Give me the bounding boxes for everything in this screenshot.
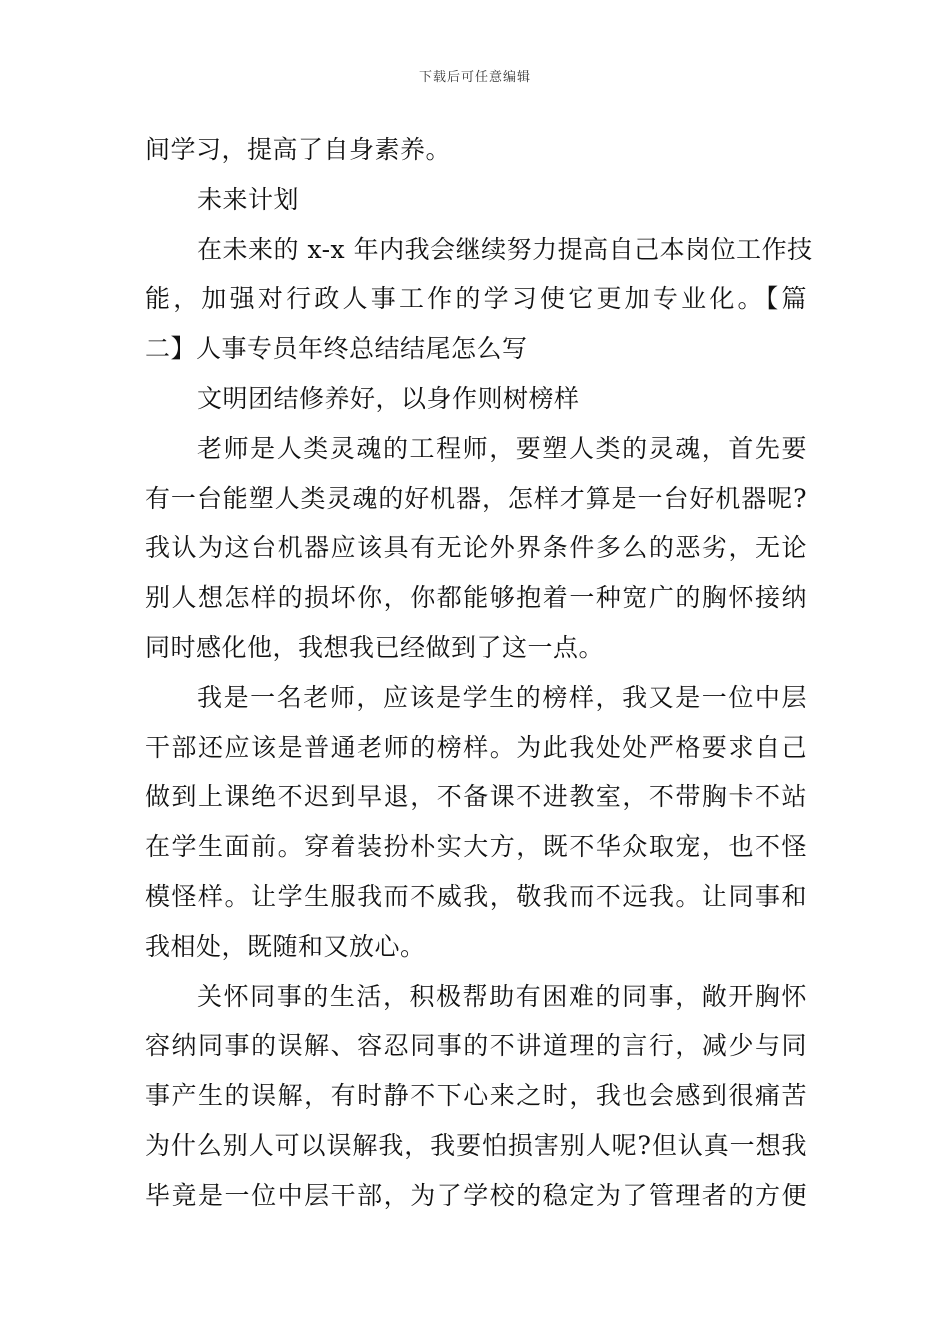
text-line: 我是一名老师，应该是学生的榜样，我又是一位中层 <box>197 682 807 712</box>
section-heading: 文明团结修养好，以身作则树榜样 <box>197 383 580 413</box>
article-title: 二】人事专员年终总结结尾怎么写 <box>145 334 528 364</box>
text-line: 我相处，既随和又放心。 <box>145 931 426 961</box>
text-line: 间学习，提高了自身素养。 <box>145 135 452 164</box>
text-line: 关怀同事的生活，积极帮助有困难的同事，敞开胸怀 <box>197 981 807 1011</box>
text-line: 模怪样。让学生服我而不威我，敬我而不远我。让同事和 <box>145 881 807 911</box>
page-header-note: 下载后可任意编辑 <box>418 70 531 85</box>
document-body <box>145 125 813 1221</box>
text-line: 做到上课绝不迟到早退，不备课不进教室，不带胸卡不站 <box>145 782 807 812</box>
text-line: 同时感化他，我想我已经做到了这一点。 <box>145 632 605 662</box>
text-line: 能，加强对行政人事工作的学习使它更加专业化。【篇 <box>145 284 807 314</box>
text-line: 别人想怎样的损坏你，你都能够抱着一种宽广的胸怀接纳 <box>145 583 807 613</box>
section-heading: 未来计划 <box>197 184 300 214</box>
text-line: 有一台能塑人类灵魂的好机器，怎样才算是一台好机器呢? <box>145 483 807 513</box>
text-line: 干部还应该是普通老师的榜样。为此我处处严格要求自己 <box>145 732 807 762</box>
text-line: 在学生面前。穿着装扮朴实大方，既不华众取宠，也不怪 <box>145 832 807 862</box>
text-line: 在未来的 x-x 年内我会继续努力提高自己本岗位工作技 <box>197 234 813 264</box>
text-line: 我认为这台机器应该具有无论外界条件多么的恶劣，无论 <box>145 533 807 563</box>
text-line: 毕竟是一位中层干部，为了学校的稳定为了管理者的方便 <box>145 1180 807 1210</box>
text-line: 事产生的误解，有时静不下心来之时，我也会感到很痛苦 <box>145 1081 807 1111</box>
text-line: 为什么别人可以误解我，我要怕损害别人呢?但认真一想我 <box>145 1130 807 1160</box>
text-line: 老师是人类灵魂的工程师，要塑人类的灵魂，首先要 <box>197 433 807 463</box>
text-line: 容纳同事的误解、容忍同事的不讲道理的言行，减少与同 <box>145 1031 807 1061</box>
